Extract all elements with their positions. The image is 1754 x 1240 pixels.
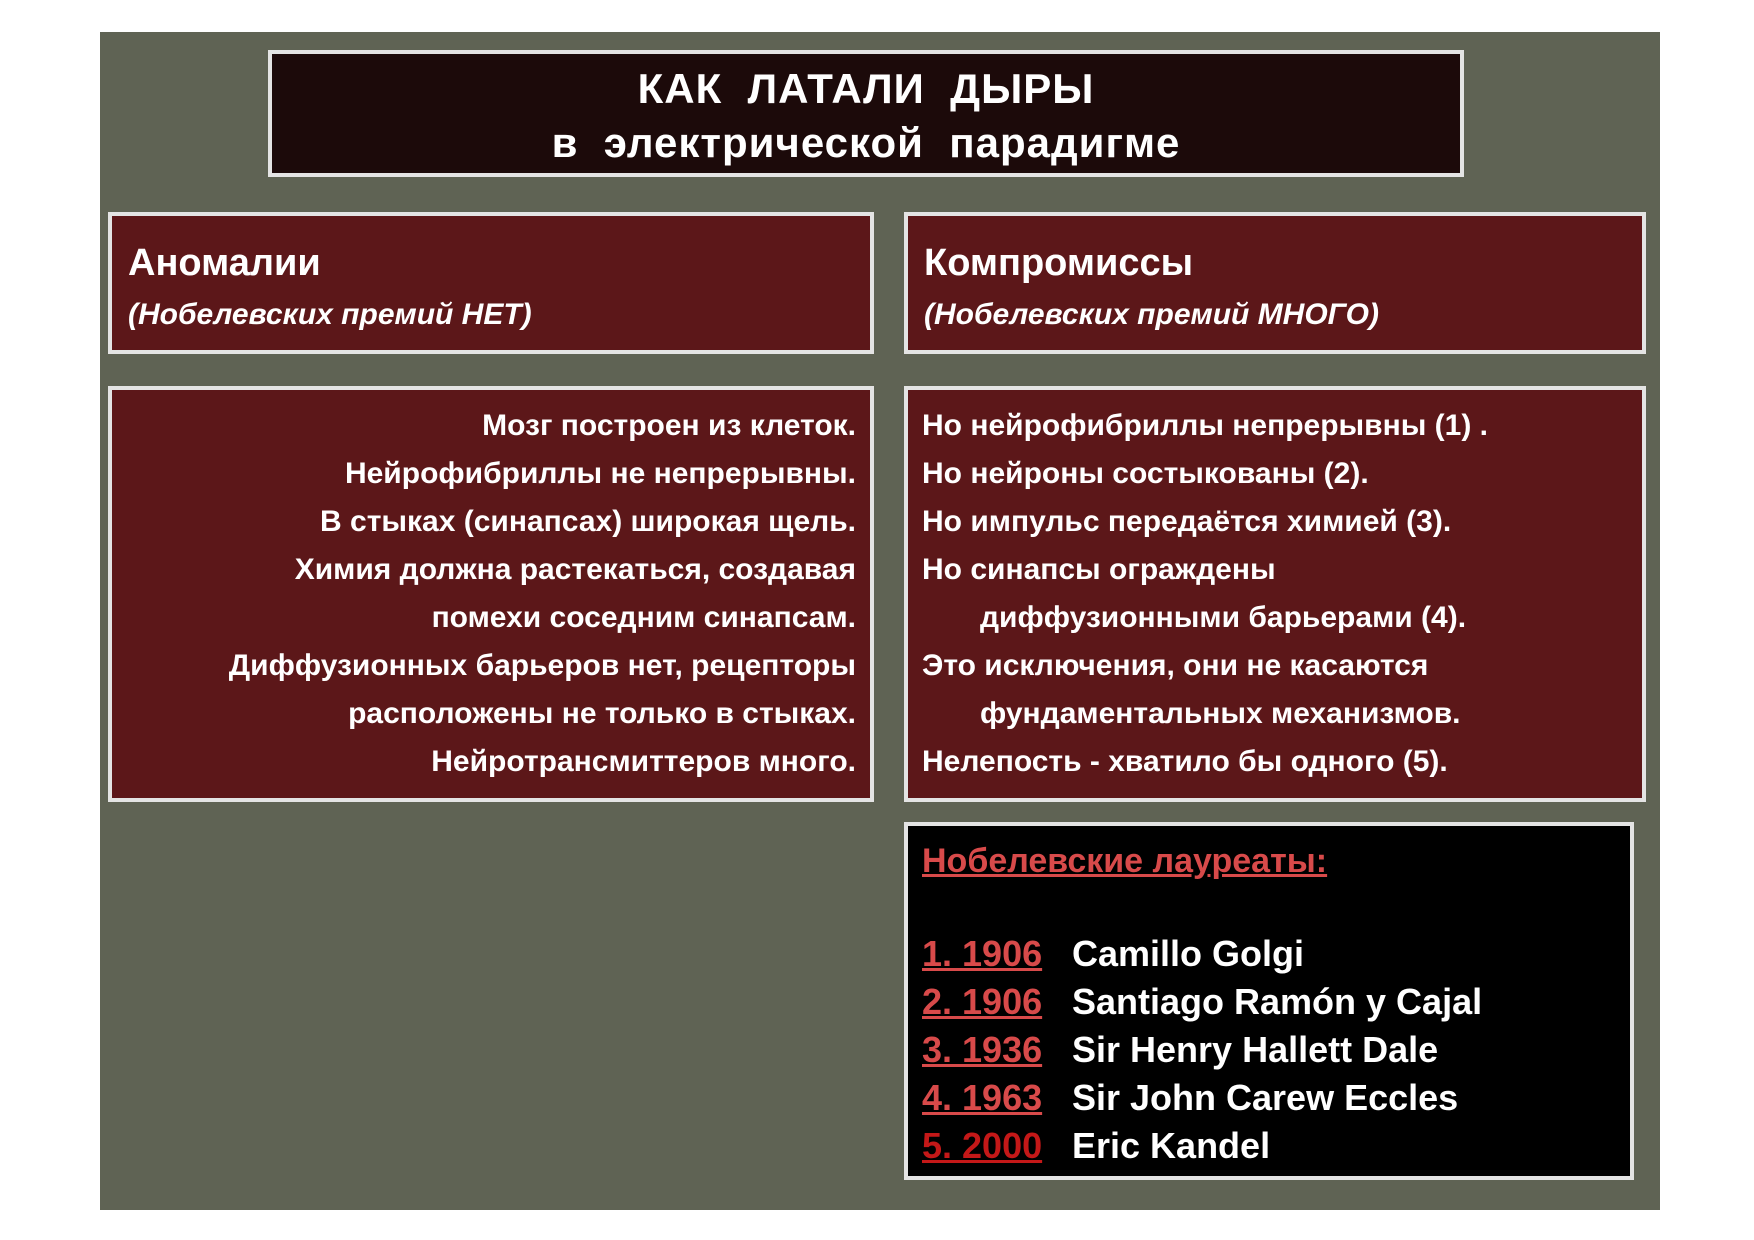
anomaly-line: помехи соседним синапсам.: [431, 601, 856, 634]
laureates-list: [922, 930, 1482, 1170]
title-line-2: в электрической парадигме: [551, 119, 1181, 166]
compromise-line: Но нейроны состыкованы (2).: [922, 457, 1369, 490]
anomalies-subtitle: (Нобелевских премий НЕТ): [128, 298, 532, 331]
anomaly-line: Диффузионных барьеров нет, рецепторы: [228, 649, 856, 682]
title-line-1: КАК ЛАТАЛИ ДЫРЫ: [637, 65, 1095, 112]
laureate-ref-link[interactable]: 3. 1936: [922, 1029, 1043, 1070]
anomaly-line: Мозг построен из клеток.: [482, 409, 856, 442]
slide-title: [268, 50, 1464, 177]
laureate-ref-link[interactable]: 5. 2000: [922, 1125, 1043, 1166]
laureate-row: [922, 1122, 1482, 1170]
compromises-panel: [904, 386, 1646, 802]
laureate-ref-link[interactable]: 2. 1906: [922, 981, 1043, 1022]
laureate-name: Sir John Carew Eccles: [1072, 1077, 1459, 1118]
anomaly-line: В стыках (синапсах) широкая щель.: [320, 505, 856, 538]
compromises-title: Компромиссы: [924, 242, 1194, 284]
laureate-name: Santiago Ramón y Cajal: [1072, 981, 1483, 1022]
anomaly-line: Химия должна растекаться, создавая: [294, 553, 856, 586]
anomaly-line: Нейротрансмиттеров много.: [431, 745, 856, 778]
laureate-ref-link[interactable]: 4. 1963: [922, 1077, 1043, 1118]
compromise-line: Это исключения, они не касаются: [922, 649, 1429, 682]
anomaly-line: Нейрофибриллы не непрерывны.: [344, 457, 856, 490]
laureate-name: Eric Kandel: [1072, 1125, 1271, 1166]
laureate-ref-link[interactable]: 1. 1906: [922, 933, 1043, 974]
slide: [100, 32, 1660, 1210]
laureate-row: [922, 1074, 1482, 1122]
laureates-panel: [904, 822, 1634, 1180]
laureate-name: Camillo Golgi: [1072, 933, 1305, 974]
compromises-header: [904, 212, 1646, 354]
compromise-line: диффузионными барьерами (4).: [980, 601, 1467, 634]
anomalies-list: [229, 402, 856, 786]
anomalies-panel: [108, 386, 874, 802]
laureate-row: [922, 1026, 1482, 1074]
anomaly-line: расположены не только в стыках.: [348, 697, 856, 730]
laureate-row: [922, 930, 1482, 978]
compromise-line: Но импульс передаётся химией (3).: [922, 505, 1452, 538]
compromise-line: Но синапсы ограждены: [922, 553, 1276, 586]
compromise-line: Но нейрофибриллы непрерывны (1) .: [922, 409, 1489, 442]
anomalies-header: [108, 212, 874, 354]
laureate-row: [922, 978, 1482, 1026]
laureate-name: Sir Henry Hallett Dale: [1072, 1029, 1439, 1070]
compromise-line: фундаментальных механизмов.: [980, 697, 1461, 730]
compromise-line: Нелепость - хватило бы одного (5).: [922, 745, 1448, 778]
compromises-list: [922, 402, 1488, 786]
compromises-subtitle: (Нобелевских премий МНОГО): [924, 298, 1380, 331]
anomalies-title: Аномалии: [128, 242, 321, 284]
laureates-heading: Нобелевские лауреаты:: [922, 842, 1328, 880]
